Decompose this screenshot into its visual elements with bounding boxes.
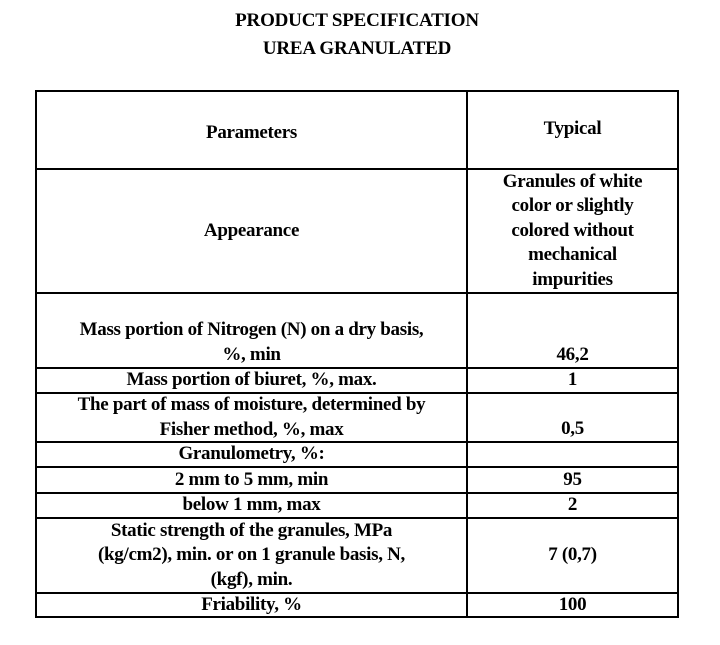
- typical-text: 100: [558, 593, 587, 615]
- document-title: PRODUCT SPECIFICATION: [235, 10, 479, 31]
- header-parameters-label: Parameters: [206, 121, 297, 143]
- header-typical: [468, 92, 677, 168]
- typical-cell: [468, 369, 677, 392]
- typical-text: impurities: [532, 268, 613, 290]
- table-row: [37, 294, 677, 369]
- typical-cell: [468, 594, 677, 616]
- typical-cell: [468, 294, 677, 367]
- parameter-text: Mass portion of biuret, %, max.: [126, 369, 377, 391]
- parameter-cell: [37, 394, 468, 441]
- typical-text: mechanical: [528, 244, 617, 266]
- parameter-text: 2 mm to 5 mm, min: [174, 468, 329, 490]
- table-row: [37, 519, 677, 594]
- parameter-text: Appearance: [203, 219, 300, 241]
- typical-cell: [468, 170, 677, 292]
- table-row: [37, 443, 677, 468]
- header-typical-label: Typical: [543, 117, 602, 139]
- typical-text: 7 (0,7): [548, 544, 597, 566]
- typical-text: 1: [567, 369, 578, 391]
- table-row: [37, 594, 677, 616]
- parameter-cell: [37, 494, 468, 517]
- parameter-text: below 1 mm, max: [182, 494, 321, 516]
- parameter-cell: [37, 594, 468, 616]
- table-row: [37, 369, 677, 394]
- table-header-row: [37, 92, 677, 170]
- typical-cell: [468, 394, 677, 441]
- typical-text: 95: [563, 468, 582, 490]
- table-row: [37, 494, 677, 519]
- table-row: [37, 394, 677, 443]
- parameter-text: Granulometry, %:: [178, 443, 325, 465]
- typical-cell: [468, 519, 677, 592]
- typical-text: color or slightly: [511, 195, 634, 217]
- header-parameters: [37, 92, 468, 168]
- typical-text: 0,5: [561, 417, 584, 439]
- parameter-cell: [37, 519, 468, 592]
- parameter-text: Mass portion of Nitrogen (N) on a dry basis,: [79, 319, 424, 340]
- parameter-cell: [37, 170, 468, 292]
- parameter-text: Static strength of the granules, MPa: [110, 519, 393, 541]
- parameter-text: The part of mass of moisture, determined by: [77, 394, 426, 415]
- parameter-text: %, min: [222, 343, 281, 365]
- parameter-cell: [37, 468, 468, 492]
- typical-text: colored without: [511, 219, 634, 241]
- typical-cell: [468, 443, 677, 466]
- parameter-text: Friability, %: [201, 593, 302, 615]
- document-subtitle: UREA GRANULATED: [262, 38, 452, 59]
- specification-table: [35, 90, 679, 618]
- parameter-text: (kg/cm2), min. or on 1 granule basis, N,: [98, 544, 405, 566]
- typical-text: 46,2: [556, 343, 589, 365]
- typical-cell: [468, 494, 677, 517]
- parameter-text: (kgf), min.: [210, 568, 293, 590]
- typical-text: 2: [567, 494, 578, 516]
- typical-cell: [468, 468, 677, 492]
- parameter-cell: [37, 443, 468, 466]
- parameter-cell: [37, 369, 468, 392]
- table-row: [37, 170, 677, 294]
- parameter-cell: [37, 294, 468, 367]
- typical-text: Granules of white: [502, 170, 643, 192]
- parameter-text: Fisher method, %, max: [159, 418, 344, 440]
- table-row: [37, 468, 677, 494]
